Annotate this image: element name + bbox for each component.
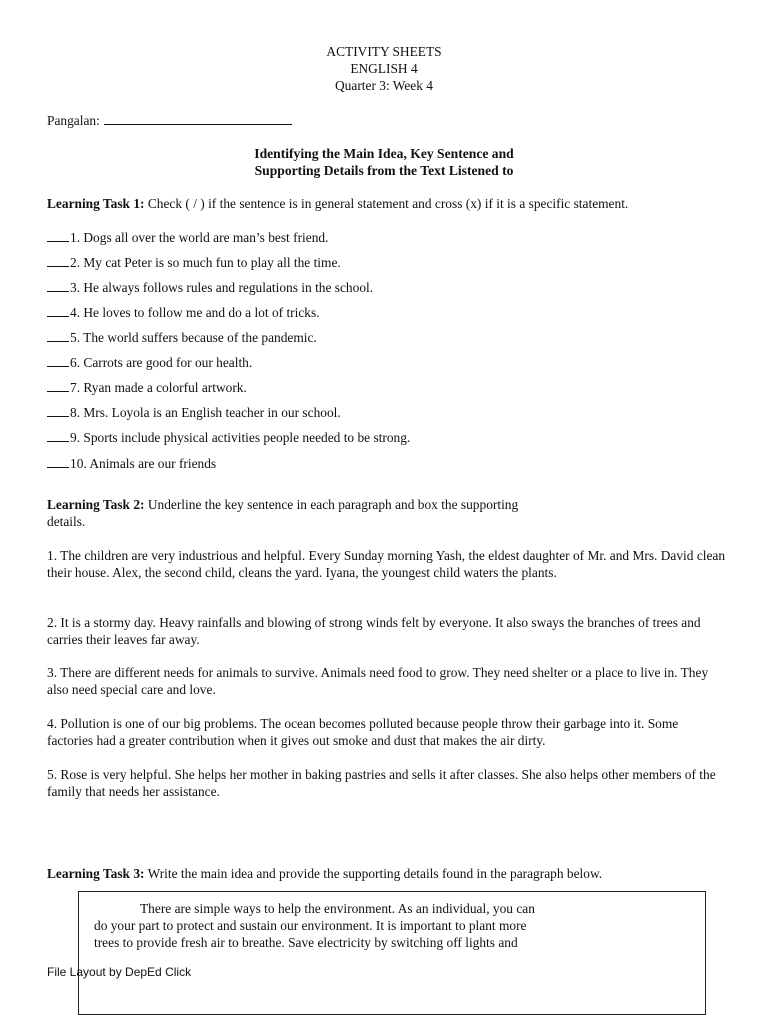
- task2-paragraph-2: 2. It is a stormy day. Heavy rainfalls and blowing of strong winds felt by everyone. It also sways the branches of trees and carries their leaves far away.: [47, 615, 701, 647]
- task1-item: 2. My cat Peter is so much fun to play all the time.: [47, 255, 341, 271]
- task2-heading: [47, 497, 518, 513]
- lesson-title-line1: Identifying the Main Idea, Key Sentence and: [254, 146, 514, 161]
- task1-item: 4. He loves to follow me and do a lot of tricks.: [47, 305, 320, 321]
- subject-label: ENGLISH 4: [350, 61, 418, 76]
- sheet-title: ACTIVITY SHEETS: [326, 44, 442, 59]
- task2-instruction-cont: details.: [47, 514, 86, 529]
- name-label: Pangalan:: [47, 113, 100, 128]
- task2-paragraph-4: 4. Pollution is one of our big problems. The ocean becomes polluted because people throw their garbage into it. Some factories had a greater contribution when it gives out smoke and dust that makes the air dirty.: [47, 716, 679, 748]
- answer-blank[interactable]: [47, 405, 69, 417]
- task3-instruction: Write the main idea and provide the supporting details found in the paragraph below.: [144, 866, 603, 881]
- footer-credit: File Layout by DepEd Click: [47, 965, 192, 979]
- answer-blank[interactable]: [47, 380, 69, 392]
- answer-blank[interactable]: [47, 330, 69, 342]
- task1-label: Learning Task 1:: [47, 196, 145, 211]
- task2-paragraph-3: 3. There are different needs for animals to survive. Animals need food to grow. They need shelter or a place to live in. They also need special care and love.: [47, 665, 709, 697]
- task1-item: 3. He always follows rules and regulations in the school.: [47, 280, 373, 296]
- task2-paragraph-5: 5. Rose is very helpful. She helps her mother in baking pastries and sells it after classes. She also helps other members of the family that needs her assistance.: [47, 767, 716, 799]
- answer-blank[interactable]: [47, 230, 69, 242]
- task2-instruction: Underline the key sentence in each paragraph and box the supporting: [144, 497, 519, 512]
- lesson-title-line2: Supporting Details from the Text Listened to: [254, 163, 514, 178]
- task1-instruction: Check ( / ) if the sentence is in general statement and cross (x) if it is a specific statement.: [144, 196, 629, 211]
- task1-item: 8. Mrs. Loyola is an English teacher in our school.: [47, 405, 341, 421]
- task1-item: 1. Dogs all over the world are man’s best friend.: [47, 230, 328, 246]
- task1-item: 6. Carrots are good for our health.: [47, 355, 252, 371]
- name-field-row: [47, 112, 292, 129]
- answer-blank[interactable]: [47, 255, 69, 267]
- answer-blank[interactable]: [47, 355, 69, 367]
- name-blank[interactable]: [104, 112, 292, 125]
- task2-paragraph-1: 1. The children are very industrious and helpful. Every Sunday morning Yash, the eldest daughter of Mr. and Mrs. David clean their house. Alex, the second child, cleans the yard. Iyana, the youngest child waters the plants.: [47, 548, 726, 580]
- task3-paragraph: There are simple ways to help the environment. As an individual, you can do your part to protect and sustain our environment. It is important to plant more trees to provide fresh air to breathe. Save electricity by switching off lights and: [94, 901, 535, 950]
- task3-heading: [47, 866, 602, 882]
- task3-label: Learning Task 3:: [47, 866, 145, 881]
- task1-heading: [47, 196, 628, 212]
- task1-item: 9. Sports include physical activities people needed to be strong.: [47, 430, 410, 446]
- task1-item: 7. Ryan made a colorful artwork.: [47, 380, 247, 396]
- answer-blank[interactable]: [47, 305, 69, 317]
- task1-item: 10. Animals are our friends: [47, 456, 216, 472]
- answer-blank[interactable]: [47, 430, 69, 442]
- task1-item: 5. The world suffers because of the pandemic.: [47, 330, 317, 346]
- task2-label: Learning Task 2:: [47, 497, 145, 512]
- quarter-label: Quarter 3: Week 4: [335, 78, 433, 93]
- answer-blank[interactable]: [47, 456, 69, 468]
- answer-blank[interactable]: [47, 280, 69, 292]
